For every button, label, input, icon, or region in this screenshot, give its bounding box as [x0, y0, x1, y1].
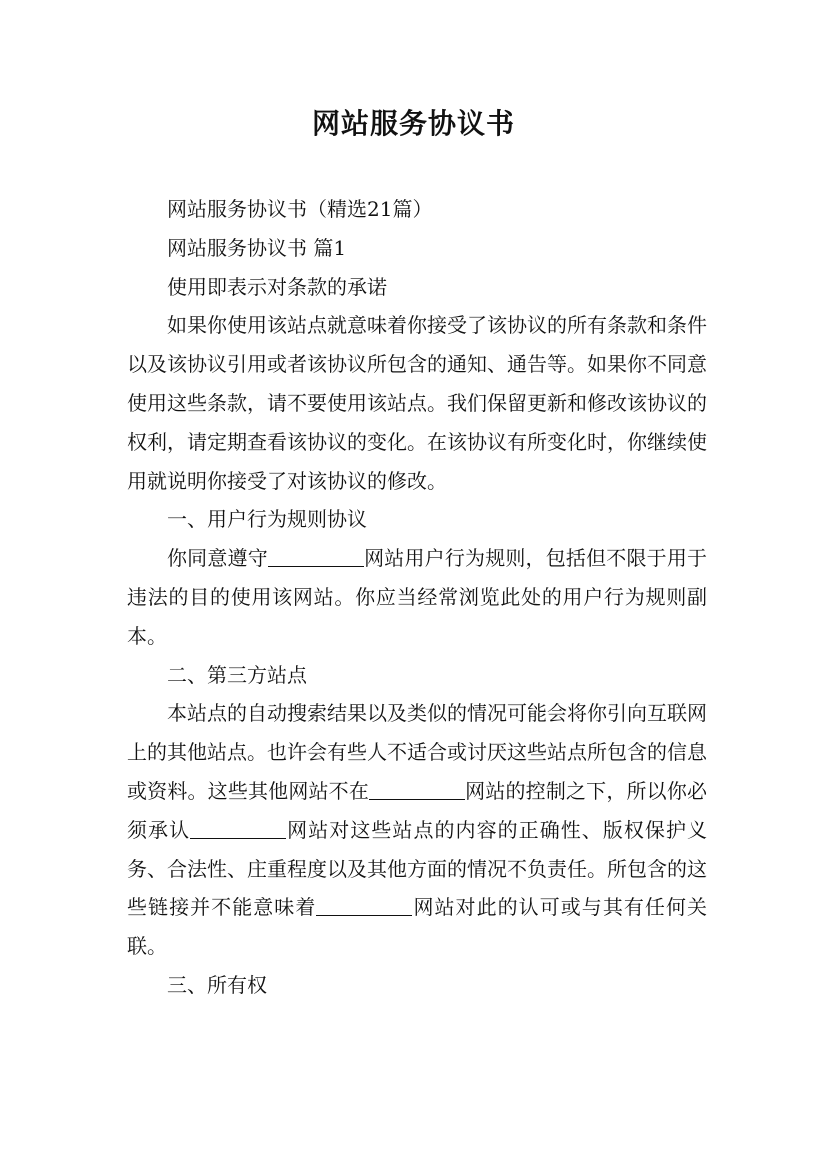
fill-in-blank: [316, 895, 412, 916]
section-heading: 一、用户行为规则协议: [167, 507, 367, 532]
section-heading: 二、第三方站点: [167, 662, 307, 687]
body-paragraph: 本站点的自动搜索结果以及类似的情况可能会将你引向互联网上的其他站点。也许会有些人不适合或讨厌这些站点所包含的信息或资料。这些其他网站不在 网站的控制之下，所以你必须承认 网站对这些站点的内容的正确性、版权保护义务、合法性、庄重程度以及其他方面的情况不负责任。所包含的这些链接并不能意味着 网站对此的认可或与其有任何关联。: [127, 701, 708, 959]
fill-in-blank: [369, 779, 465, 800]
document-title: 网站服务协议书: [311, 107, 515, 140]
section-heading: 使用即表示对条款的承诺: [167, 274, 387, 299]
section-heading: 三、所有权: [167, 972, 267, 997]
fill-in-blank: [190, 818, 286, 839]
body-paragraph: 你同意遵守 网站用户行为规则，包括但不限于用于违法的目的使用该网站。你应当经常浏览此处的用户行为规则副本。: [127, 546, 708, 648]
section-heading: 网站服务协议书 篇1: [167, 235, 347, 260]
document-body: [127, 190, 707, 1005]
doc-subtitle: 网站服务协议书（精选21篇）: [167, 197, 433, 221]
fill-in-blank: [268, 546, 364, 567]
body-paragraph: 如果你使用该站点就意味着你接受了该协议的所有条款和条件以及该协议引用或者该协议所包含的通知、通告等。如果你不同意使用这些条款，请不要使用该站点。我们保留更新和修改该协议的权利，请定期查看该协议的变化。在该协议有所变化时，你继续使用就说明你接受了对该协议的修改。: [127, 313, 707, 493]
